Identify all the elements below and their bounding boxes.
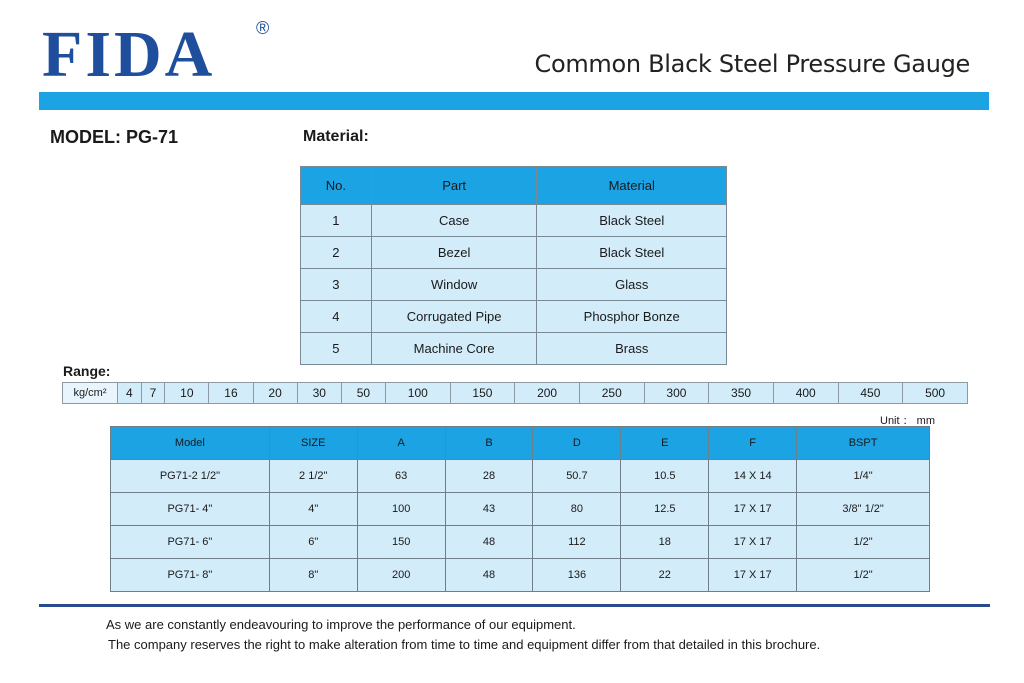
- range-value: 500: [903, 383, 968, 404]
- header-bar: [39, 92, 989, 110]
- cell: 10.5: [621, 460, 709, 493]
- cell: 1: [301, 205, 372, 237]
- cell: Machine Core: [371, 333, 537, 365]
- footer-disclaimer: The company reserves the right to make alteration from time to time and equipment differ from that detailed in this brochure.: [108, 637, 821, 652]
- column-header: Part: [371, 167, 537, 205]
- cell: Corrugated Pipe: [371, 301, 537, 333]
- range-value: 20: [253, 383, 297, 404]
- cell: 4": [269, 493, 357, 526]
- table-row: [111, 526, 930, 559]
- footer-note: As we are constantly endeavouring to improve the performance of our equipment.: [106, 617, 576, 632]
- range-value: 50: [341, 383, 385, 404]
- cell: 3/8" 1/2": [797, 493, 930, 526]
- range-value: 7: [141, 383, 165, 404]
- range-value: 100: [385, 383, 450, 404]
- cell: PG71- 8": [111, 559, 270, 592]
- table-row: [301, 205, 727, 237]
- range-value: 16: [209, 383, 253, 404]
- cell: 5: [301, 333, 372, 365]
- range-table: [62, 382, 968, 404]
- table-row: [301, 269, 727, 301]
- range-value: 150: [450, 383, 515, 404]
- table-row: [111, 460, 930, 493]
- cell: Case: [371, 205, 537, 237]
- range-value: 10: [165, 383, 209, 404]
- material-heading: Material:: [303, 128, 369, 145]
- cell: Black Steel: [537, 205, 727, 237]
- column-header: B: [445, 427, 533, 460]
- column-header: E: [621, 427, 709, 460]
- cell: 12.5: [621, 493, 709, 526]
- cell: 3: [301, 269, 372, 301]
- range-value: 450: [838, 383, 903, 404]
- cell: PG71- 6": [111, 526, 270, 559]
- brand-logo: FIDA: [42, 18, 216, 91]
- range-unit-cell: kg/cm²: [63, 383, 118, 404]
- cell: 136: [533, 559, 621, 592]
- cell: 2: [301, 237, 372, 269]
- dimension-table: [110, 426, 930, 592]
- dimension-header-row: [111, 427, 930, 460]
- cell: 150: [357, 526, 445, 559]
- range-heading: Range:: [63, 363, 111, 379]
- unit-note: Unit ： mm: [880, 415, 935, 427]
- cell: PG71-2 1/2": [111, 460, 270, 493]
- column-header: Material: [537, 167, 727, 205]
- registered-mark: ®: [256, 18, 270, 38]
- cell: Brass: [537, 333, 727, 365]
- cell: 28: [445, 460, 533, 493]
- column-header: SIZE: [269, 427, 357, 460]
- page-title: Common Black Steel Pressure Gauge: [534, 50, 970, 78]
- cell: 18: [621, 526, 709, 559]
- model-label: MODEL: PG-71: [50, 127, 179, 147]
- cell: 1/4": [797, 460, 930, 493]
- table-row: [301, 301, 727, 333]
- cell: PG71- 4": [111, 493, 270, 526]
- cell: 2 1/2": [269, 460, 357, 493]
- column-header: F: [709, 427, 797, 460]
- column-header: A: [357, 427, 445, 460]
- range-value: 250: [579, 383, 644, 404]
- range-row: [63, 383, 968, 404]
- cell: 22: [621, 559, 709, 592]
- cell: 17 X 17: [709, 493, 797, 526]
- range-value: 300: [644, 383, 709, 404]
- cell: 200: [357, 559, 445, 592]
- cell: 63: [357, 460, 445, 493]
- cell: 48: [445, 559, 533, 592]
- range-value: 400: [773, 383, 838, 404]
- cell: 112: [533, 526, 621, 559]
- cell: 43: [445, 493, 533, 526]
- table-row: [111, 559, 930, 592]
- column-header: BSPT: [797, 427, 930, 460]
- cell: 1/2": [797, 559, 930, 592]
- cell: 1/2": [797, 526, 930, 559]
- cell: Glass: [537, 269, 727, 301]
- cell: Black Steel: [537, 237, 727, 269]
- table-row: [301, 333, 727, 365]
- cell: Window: [371, 269, 537, 301]
- range-value: 30: [297, 383, 341, 404]
- cell: 6": [269, 526, 357, 559]
- column-header: No.: [301, 167, 372, 205]
- material-header-row: [301, 167, 727, 205]
- cell: 14 X 14: [709, 460, 797, 493]
- cell: 48: [445, 526, 533, 559]
- cell: Phosphor Bonze: [537, 301, 727, 333]
- column-header: D: [533, 427, 621, 460]
- cell: 50.7: [533, 460, 621, 493]
- cell: 100: [357, 493, 445, 526]
- footer-divider: [39, 604, 990, 607]
- table-row: [111, 493, 930, 526]
- range-value: 200: [515, 383, 580, 404]
- range-value: 4: [118, 383, 142, 404]
- table-row: [301, 237, 727, 269]
- cell: Bezel: [371, 237, 537, 269]
- material-table: [300, 166, 727, 365]
- cell: 17 X 17: [709, 526, 797, 559]
- range-value: 350: [709, 383, 774, 404]
- cell: 8": [269, 559, 357, 592]
- column-header: Model: [111, 427, 270, 460]
- cell: 17 X 17: [709, 559, 797, 592]
- cell: 4: [301, 301, 372, 333]
- cell: 80: [533, 493, 621, 526]
